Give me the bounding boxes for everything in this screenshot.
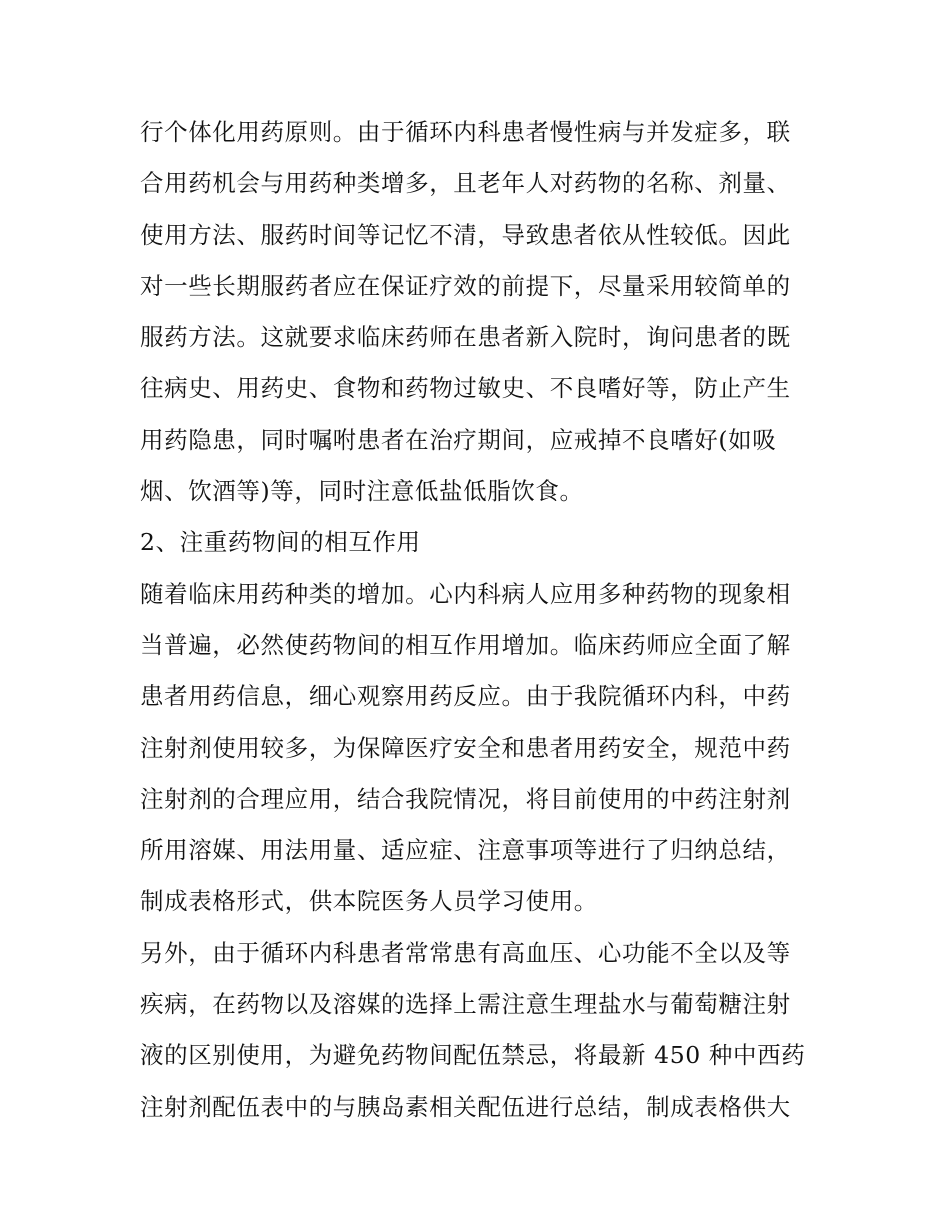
text-line: 患者用药信息，细心观察用药反应。由于我院循环内科，中药 (140, 682, 791, 711)
text-line: 注射剂配伍表中的与胰岛素相关配伍进行总结，制成表格供大 (140, 1092, 791, 1121)
text-line: 使用方法、服药时间等记忆不清，导致患者依从性较低。因此 (140, 220, 791, 249)
text-line: 液的区别使用，为避免药物间配伍禁忌，将最新 450 种中西药 (140, 1041, 806, 1070)
text-line: 往病史、用药史、食物和药物过敏史、不良嗜好等，防止产生 (140, 374, 791, 403)
text-line: 对一些长期服药者应在保证疗效的前提下，尽量采用较简单的 (140, 271, 791, 300)
text-line: 服药方法。这就要求临床药师在患者新入院时，询问患者的既 (140, 323, 791, 352)
text-line: 制成表格形式，供本院医务人员学习使用。 (140, 887, 598, 916)
text-line: 注射剂的合理应用，结合我院情况，将目前使用的中药注射剂 (140, 784, 791, 813)
text-line: 注射剂使用较多，为保障医疗安全和患者用药安全，规范中药 (140, 733, 791, 762)
text-line: 疾病，在药物以及溶媒的选择上需注意生理盐水与葡萄糖注射 (140, 990, 791, 1019)
body-text (140, 107, 815, 1133)
text-line: 烟、饮酒等)等，同时注意低盐低脂饮食。 (140, 477, 584, 506)
section-heading: 2、注重药物间的相互作用 (140, 528, 421, 557)
text-line: 合用药机会与用药种类增多，且老年人对药物的名称、剂量、 (140, 169, 791, 198)
text-line: 随着临床用药种类的增加。心内科病人应用多种药物的现象相 (140, 579, 791, 608)
text-line: 另外，由于循环内科患者常常患有高血压、心功能不全以及等 (140, 938, 791, 967)
text-line: 所用溶媒、用法用量、适应症、注意事项等进行了归纳总结， (140, 836, 791, 865)
text-line: 用药隐患，同时嘱咐患者在治疗期间，应戒掉不良嗜好(如吸 (140, 425, 777, 454)
text-line: 行个体化用药原则。由于循环内科患者慢性病与并发症多，联 (140, 118, 791, 146)
text-line: 当普遍，必然使药物间的相互作用增加。临床药师应全面了解 (140, 630, 791, 659)
